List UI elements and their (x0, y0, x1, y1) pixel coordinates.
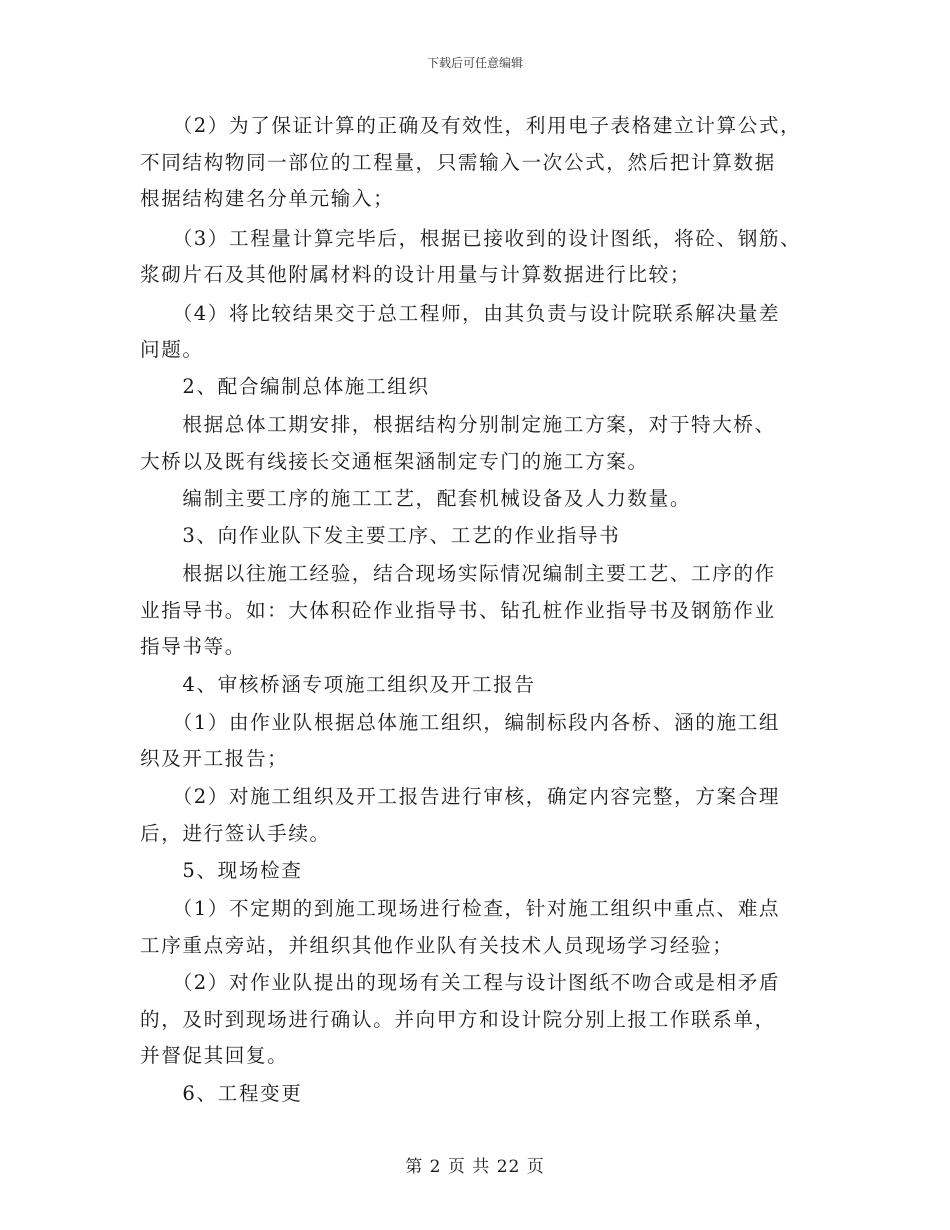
page-header: 下载后可任意编辑 (426, 56, 523, 70)
text-line: 的，及时到现场进行确认。并向甲方和设计院分别上报工作联系单， (140, 1008, 776, 1031)
text-line: 并督促其回复。 (140, 1044, 289, 1067)
text-line: 业指导书。如：大体积砼作业指导书、钻孔桩作业指导书及钢筋作业 (140, 599, 776, 622)
text-line: 织及开工报告； (140, 747, 289, 770)
section-heading: 4、审核桥涵专项施工组织及开工报告 (140, 673, 536, 696)
text-line: 编制主要工序的施工工艺，配套机械设备及人力数量。 (140, 487, 692, 510)
section-heading: 6、工程变更 (140, 1082, 303, 1105)
text-line: 根据结构建名分单元输入； (140, 187, 395, 210)
text-line: （1）由作业队根据总体施工组织，编制标段内各桥、涵的施工组 (140, 711, 781, 734)
text-line: 根据总体工期安排，根据结构分别制定施工方案，对于特大桥、 (140, 413, 776, 436)
text-line: 问题。 (140, 338, 204, 361)
text-line: 不同结构物同一部位的工程量，只需输入一次公式，然后把计算数据 (140, 151, 776, 174)
section-heading: 2、配合编制总体施工组织 (140, 375, 430, 398)
text-line: （2）对作业队提出的现场有关工程与设计图纸不吻合或是相矛盾 (140, 971, 781, 994)
text-line: 后，进行签认手续。 (140, 822, 331, 845)
text-line: （4）将比较结果交于总工程师，由其负责与设计院联系解决量差 (140, 302, 781, 325)
text-line: （3）工程量计算完毕后，根据已接收到的设计图纸，将砼、钢筋、 (140, 227, 802, 250)
section-heading: 5、现场检查 (140, 859, 303, 882)
text-line: 根据以往施工经验，结合现场实际情况编制主要工艺、工序的作 (140, 562, 776, 585)
text-line: 指导书等。 (140, 635, 246, 658)
page-number-footer: 第 2 页 共 22 页 (405, 1157, 545, 1177)
text-line: 浆砌片石及其他附属材料的设计用量与计算数据进行比较； (140, 263, 692, 286)
text-line: （2）为了保证计算的正确及有效性，利用电子表格建立计算公式， (140, 114, 802, 137)
text-line: 大桥以及既有线接长交通框架涵制定专门的施工方案。 (140, 450, 649, 473)
section-heading: 3、向作业队下发主要工序、工艺的作业指导书 (140, 524, 621, 547)
text-line: （2）对施工组织及开工报告进行审核，确定内容完整，方案合理 (140, 785, 781, 808)
text-line: （1）不定期的到施工现场进行检查，针对施工组织中重点、难点 (140, 897, 781, 920)
text-line: 工序重点旁站，并组织其他作业队有关技术人员现场学习经验； (140, 934, 734, 957)
